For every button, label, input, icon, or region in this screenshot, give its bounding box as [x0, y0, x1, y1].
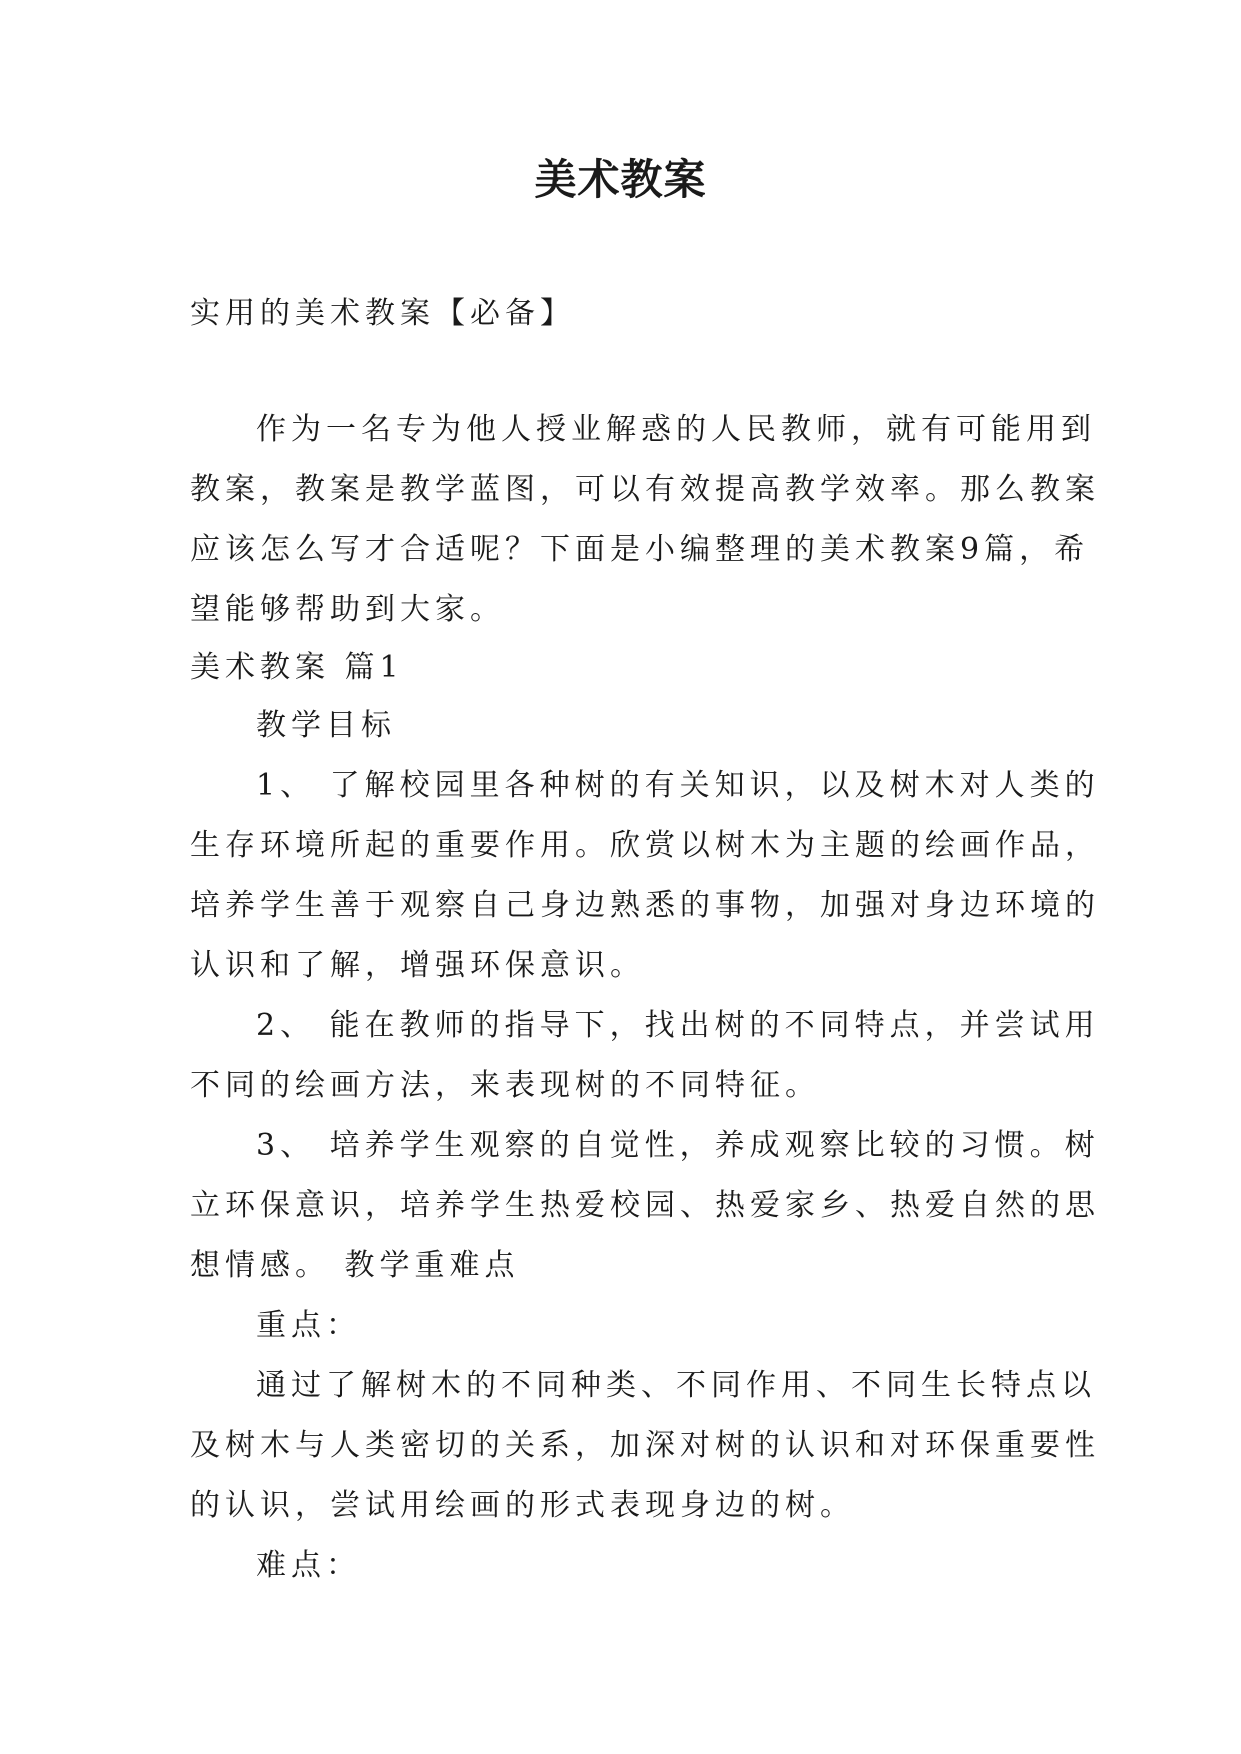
- text-line: 作为一名专为他人授业解惑的人民教师，就有可能用到: [256, 412, 1096, 447]
- text-line: 的认识，尝试用绘画的形式表现身边的树。: [190, 1488, 855, 1523]
- text-line: 不同的绘画方法，来表现树的不同特征。: [190, 1068, 820, 1103]
- document-title: 美术教案: [534, 155, 707, 204]
- text-line: 望能够帮助到大家。: [190, 592, 505, 627]
- text-line: 应该怎么写才合适呢？下面是小编整理的美术教案9篇，希: [190, 532, 1090, 567]
- text-line: 立环保意识，培养学生热爱校园、热爱家乡、热爱自然的思: [190, 1188, 1100, 1223]
- section-subheading: 教学目标: [256, 708, 396, 743]
- text-line: 认识和了解，增强环保意识。: [190, 948, 645, 983]
- document-subtitle: 实用的美术教案【必备】: [190, 296, 575, 331]
- text-line: 1、 了解校园里各种树的有关知识，以及树木对人类的: [256, 768, 1100, 803]
- text-line: 3、 培养学生观察的自觉性，养成观察比较的习惯。树: [256, 1128, 1100, 1163]
- text-line: 教案，教案是教学蓝图，可以有效提高教学效率。那么教案: [190, 472, 1100, 507]
- section-heading: 美术教案 篇1: [190, 650, 404, 685]
- text-line: 通过了解树木的不同种类、不同作用、不同生长特点以: [256, 1368, 1096, 1403]
- section-subheading: 重点：: [256, 1308, 361, 1343]
- section-subheading: 难点：: [256, 1548, 361, 1583]
- text-line: 2、 能在教师的指导下，找出树的不同特点，并尝试用: [256, 1008, 1100, 1043]
- text-line: 培养学生善于观察自己身边熟悉的事物，加强对身边环境的: [190, 888, 1100, 923]
- text-line: 及树木与人类密切的关系，加深对树的认识和对环保重要性: [190, 1428, 1100, 1463]
- text-line: 生存环境所起的重要作用。欣赏以树木为主题的绘画作品，: [190, 828, 1100, 863]
- text-line: 想情感。 教学重难点: [190, 1248, 520, 1283]
